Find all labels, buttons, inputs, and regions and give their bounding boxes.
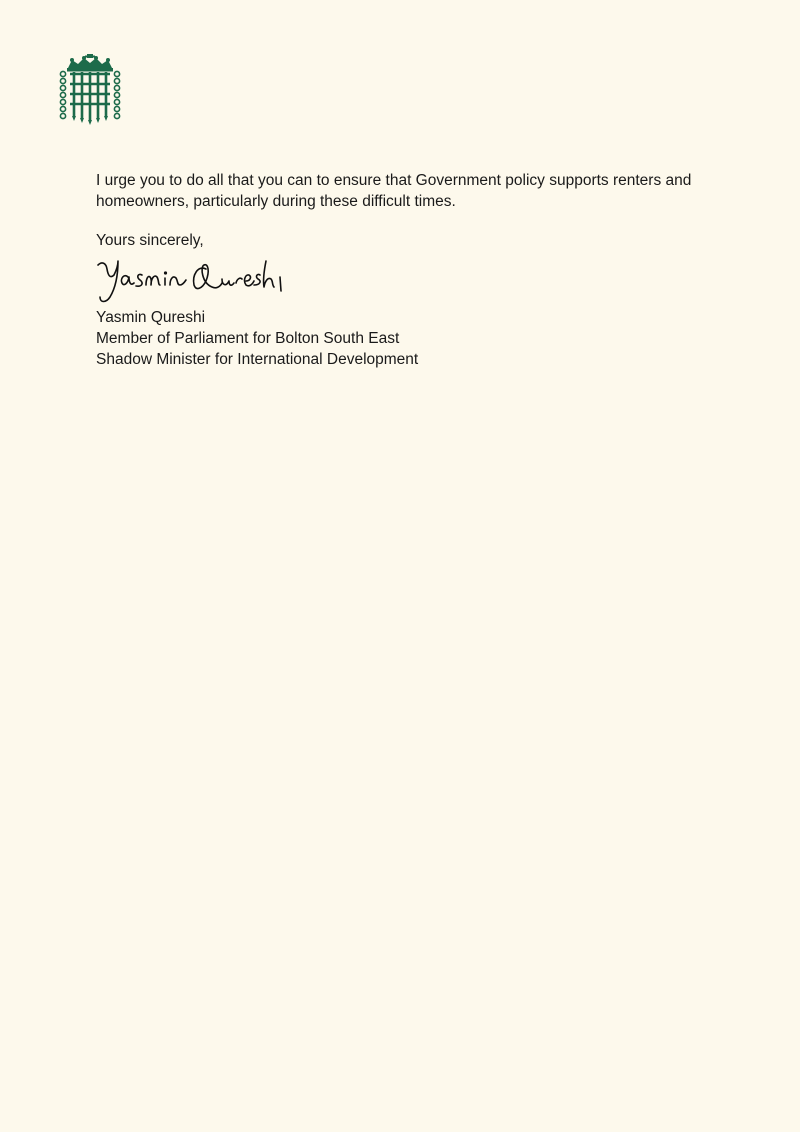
signatory-role-shadow-minister: Shadow Minister for International Development [96, 351, 419, 368]
letter-closing: Yours sincerely, [96, 232, 204, 249]
signatory-name: Yasmin Qureshi [96, 309, 206, 326]
portcullis-crest-icon [58, 54, 122, 126]
letter-paragraph: I urge you to do all that you can to ensure that Government policy supports renters and homeowners, particularly during these difficult times. [96, 172, 692, 210]
signatory-block [96, 307, 736, 370]
letter-body [96, 170, 736, 370]
handwritten-signature [94, 253, 304, 307]
signatory-role-mp: Member of Parliament for Bolton South East [96, 330, 400, 347]
